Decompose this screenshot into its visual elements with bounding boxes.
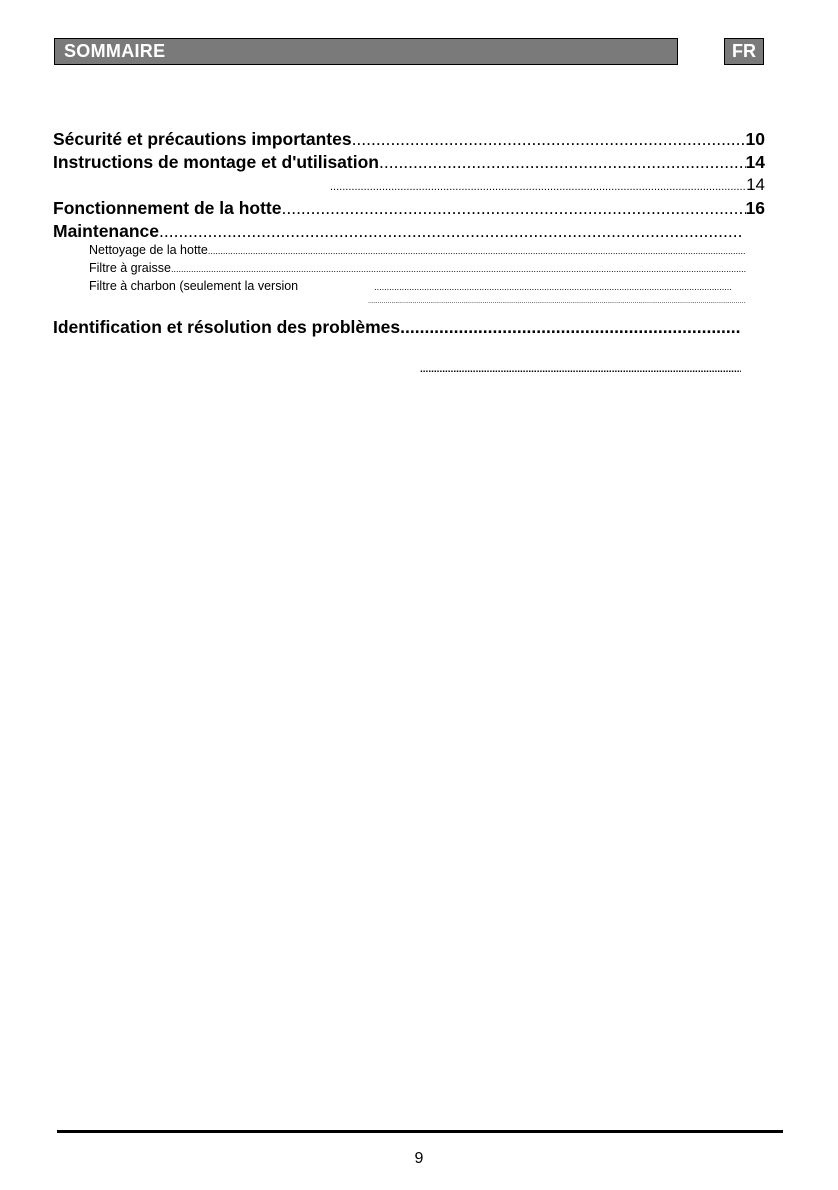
toc-entry-filtre-charbon[interactable] [89,279,732,293]
toc-entry-nettoyage[interactable] [89,243,746,257]
toc-entry-instructions[interactable] [53,152,765,173]
toc-entry-identification-cont[interactable] [420,364,741,375]
toc-entry-identification[interactable] [53,317,741,338]
toc-entry-label: Maintenance [53,221,159,241]
toc-leader-dots [400,317,741,338]
toc-leader-dots [281,198,745,219]
toc-entry-instructions-sub[interactable] [330,175,765,195]
section-header-bar [54,38,678,65]
toc-entry-fonctionnement[interactable] [53,198,765,219]
page-title: SOMMAIRE [64,41,166,61]
toc-leader-dots [171,264,746,274]
toc-entry-filtre-charbon-cont[interactable] [368,298,746,305]
toc-entry-label: Filtre à charbon (seulement la version [89,279,299,293]
toc-entry-label: Filtre à graisse [89,261,171,275]
toc-entry-label: Instructions de montage et d'utilisation [53,152,379,172]
toc-entry-maintenance[interactable] [53,221,741,242]
toc-leader-dots [374,282,732,292]
toc-entry-label: Fonctionnement de la hotte [53,198,282,218]
toc-leader-dots [208,246,746,256]
language-badge: FR [724,38,764,65]
toc-entry-label: Nettoyage de la hotte [89,243,208,257]
toc-entry-label: Sécurité et précautions importantes [53,129,352,149]
toc-entry-securite[interactable] [53,129,765,150]
toc-leader-dots [379,152,746,173]
toc-leader-dots [420,364,741,375]
toc-entry-page: 10 [745,129,765,149]
toc-entry-page: 14 [746,175,765,194]
toc-leader-dots [159,221,741,242]
page-number: 9 [414,1150,424,1167]
toc-entry-filtre-graisse[interactable] [89,261,746,275]
footer-rule [57,1130,783,1133]
toc-leader-dots [368,298,746,305]
toc-leader-dots [330,181,746,193]
toc-entry-page: 16 [745,198,765,218]
toc-entry-page: 14 [745,152,765,172]
toc-leader-dots [352,129,746,150]
toc-entry-label: Identification et résolution des problèmes [53,317,401,337]
